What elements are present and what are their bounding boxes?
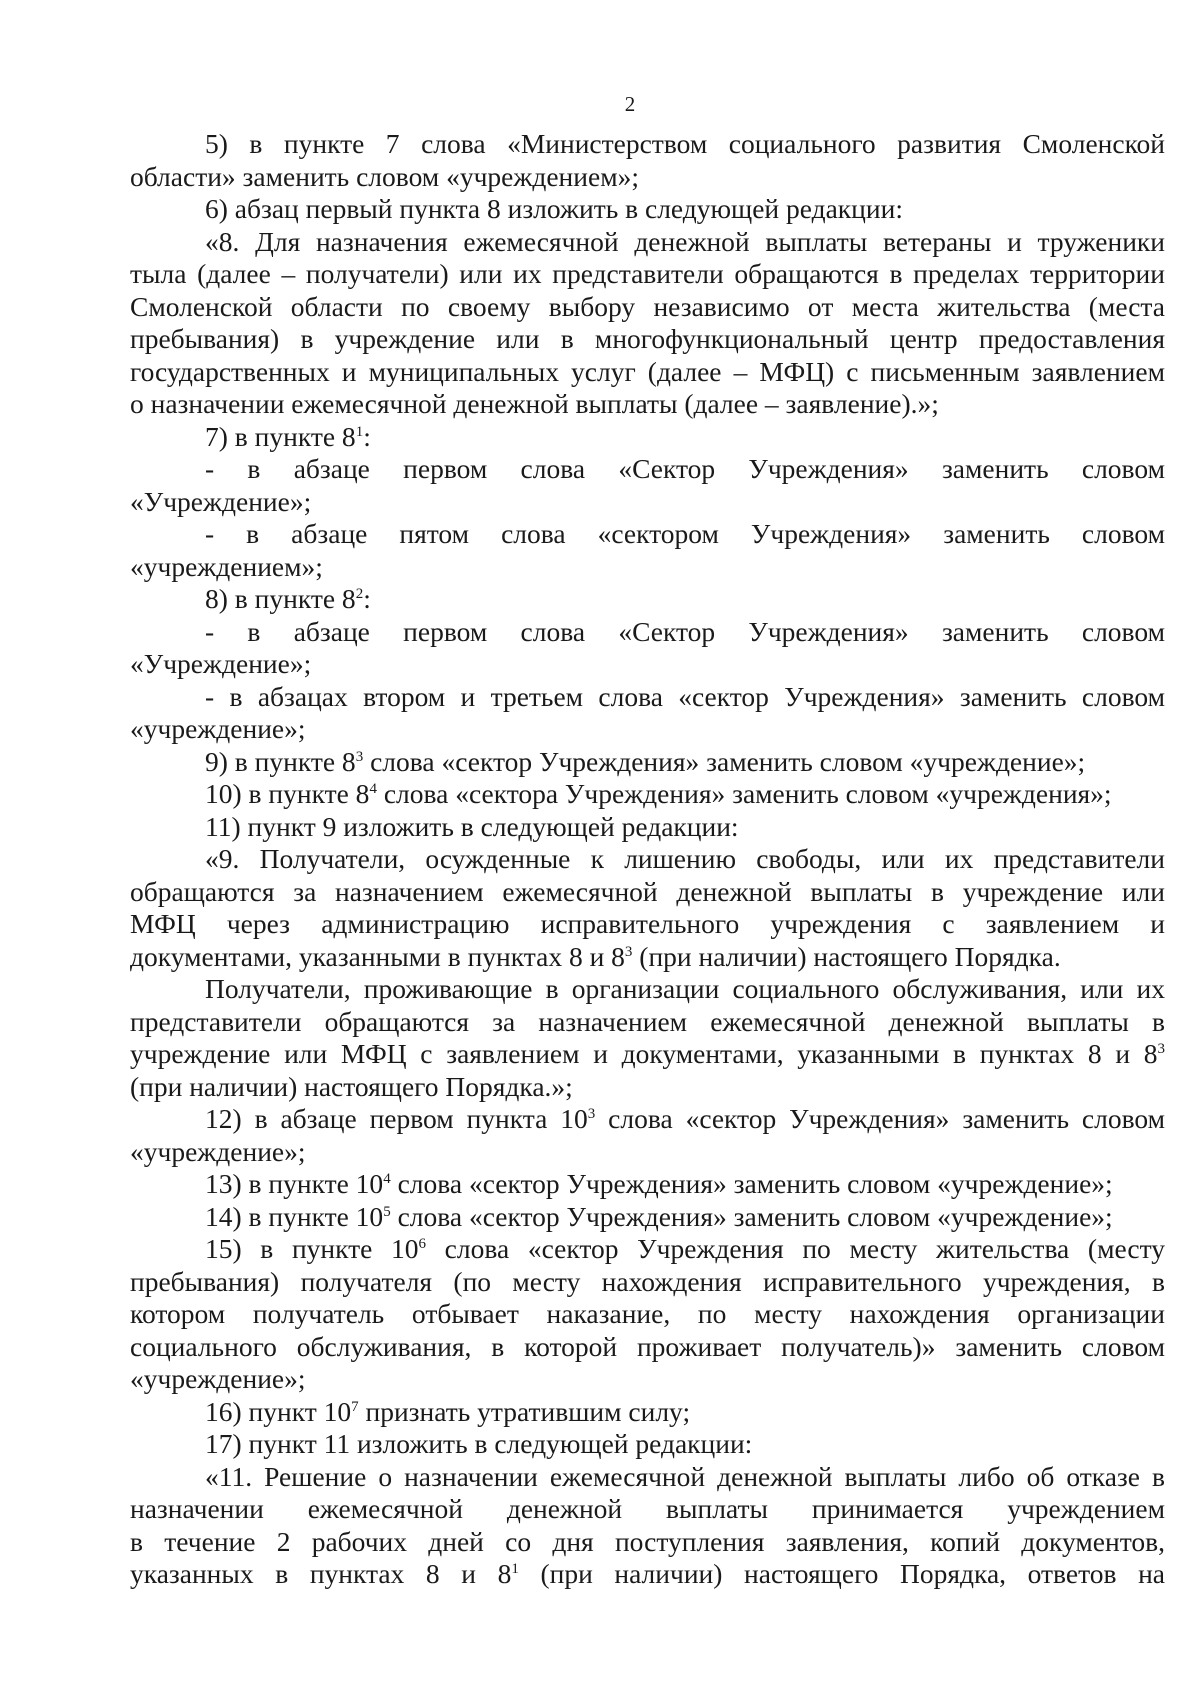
text-line xyxy=(130,941,1165,974)
line-text: «учреждением»; xyxy=(130,550,323,582)
line-text-continued: (при наличии) настоящего Порядка, ответов на xyxy=(518,1558,1165,1589)
text-line xyxy=(130,1233,1165,1266)
line-text: 15) в пункте 10 xyxy=(205,1233,419,1264)
line-text-continued: (при наличии) настоящего Порядка. xyxy=(632,940,1061,972)
text-line xyxy=(130,681,1165,714)
line-text: «учреждение»; xyxy=(130,1363,306,1394)
line-text: - в абзаце пятом слова «сектором Учреждения» заменить словом xyxy=(205,518,1165,549)
text-line xyxy=(130,291,1165,324)
line-text: о назначении ежемесячной денежной выплаты (далее – заявление).»; xyxy=(130,388,939,419)
line-text-continued: : xyxy=(363,583,371,614)
line-text: тыла (далее – получатели) или их представители обращаются в пределах территории xyxy=(130,258,1165,289)
line-text: представители обращаются за назначением ежемесячной денежной выплаты в xyxy=(130,1005,1165,1037)
line-text: социального обслуживания, в которой проживает получатель)» заменить словом xyxy=(130,1330,1165,1362)
line-text: - в абзацах втором и третьем слова «сектор Учреждения» заменить словом xyxy=(205,680,1165,712)
line-text: учреждение или МФЦ с заявлением и документами, указанными в пунктах 8 и 8 xyxy=(130,1038,1158,1069)
page-number: 2 xyxy=(624,92,636,116)
text-line xyxy=(130,1266,1165,1299)
line-text: «учреждение»; xyxy=(130,713,306,744)
text-line xyxy=(130,1006,1165,1039)
text-line xyxy=(130,713,1165,746)
line-text: 8) в пункте 8 xyxy=(205,583,356,614)
superscript-index: 2 xyxy=(355,586,364,602)
line-text: 5) в пункте 7 слова «Министерством социального развития Смоленской xyxy=(205,128,1165,159)
text-line xyxy=(130,616,1165,649)
line-text: государственных и муниципальных услуг (далее – МФЦ) с письменным заявлением xyxy=(130,355,1165,387)
line-text: «9. Получатели, осужденные к лишению свободы, или их представители xyxy=(205,843,1165,874)
line-text: «11. Решение о назначении ежемесячной денежной выплаты либо об отказе в xyxy=(205,1460,1165,1492)
text-line xyxy=(130,1331,1165,1364)
line-text-continued: слова «сектор Учреждения» заменить словом «учреждение»; xyxy=(390,1168,1113,1199)
text-line xyxy=(130,648,1165,681)
line-text-continued: слова «сектор Учреждения» заменить словом «учреждение»; xyxy=(363,745,1086,777)
text-line xyxy=(130,453,1165,486)
line-text-continued: : xyxy=(363,420,371,452)
superscript-index: 3 xyxy=(624,943,633,960)
line-text-continued: слова «сектор Учреждения по месту жительства (месту xyxy=(426,1233,1165,1264)
text-line xyxy=(130,356,1165,389)
line-text: указанных в пунктах 8 и 8 xyxy=(130,1558,512,1589)
text-line xyxy=(130,973,1165,1006)
line-text: Получатели, проживающие в организации социального обслуживания, или их xyxy=(205,973,1165,1004)
line-text: 12) в абзаце первом пункта 10 xyxy=(205,1103,588,1134)
text-line xyxy=(130,258,1165,291)
text-line xyxy=(130,1428,1165,1461)
text-line xyxy=(130,551,1165,584)
document-body xyxy=(130,128,1165,1591)
text-line xyxy=(130,486,1165,519)
line-text: пребывания) в учреждение или в многофункциональный центр предоставления xyxy=(130,323,1165,354)
line-text: 14) в пункте 10 xyxy=(205,1200,384,1232)
text-line xyxy=(130,226,1165,259)
line-text-continued: слова «сектора Учреждения» заменить словом «учреждения»; xyxy=(376,778,1112,809)
text-line xyxy=(130,1526,1165,1559)
text-line xyxy=(130,811,1165,844)
superscript-index: 7 xyxy=(351,1398,359,1415)
line-text: «Учреждение»; xyxy=(130,485,312,517)
text-line xyxy=(130,1103,1165,1136)
text-line xyxy=(130,908,1165,941)
text-line xyxy=(130,1038,1165,1071)
line-text: 17) пункт 11 изложить в следующей редакции: xyxy=(205,1428,753,1459)
line-text: 6) абзац первый пункта 8 изложить в следующей редакции: xyxy=(205,193,903,224)
line-text: документами, указанными в пунктах 8 и 8 xyxy=(130,940,625,972)
text-line xyxy=(130,843,1165,876)
document-page xyxy=(130,84,1165,1591)
superscript-index: 3 xyxy=(355,748,364,765)
line-text: в течение 2 рабочих дней со дня поступления заявления, копий документов, xyxy=(130,1525,1165,1557)
text-line xyxy=(130,746,1165,779)
line-text: 16) пункт 10 xyxy=(205,1395,352,1427)
line-text: «8. Для назначения ежемесячной денежной выплаты ветераны и труженики xyxy=(205,225,1165,257)
text-line xyxy=(130,1071,1165,1104)
superscript-index: 3 xyxy=(587,1106,596,1122)
line-text: обращаются за назначением ежемесячной денежной выплаты в учреждение или xyxy=(130,875,1165,907)
text-line xyxy=(130,128,1165,161)
text-line xyxy=(130,1363,1165,1396)
text-line xyxy=(130,193,1165,226)
line-text: (при наличии) настоящего Порядка.»; xyxy=(130,1070,573,1102)
superscript-index: 3 xyxy=(1157,1041,1165,1057)
text-line xyxy=(130,1201,1165,1234)
line-text: 10) в пункте 8 xyxy=(205,778,370,809)
superscript-index: 1 xyxy=(511,1561,519,1577)
text-line xyxy=(130,583,1165,616)
line-text: области» заменить словом «учреждением»; xyxy=(130,160,639,192)
text-line xyxy=(130,161,1165,194)
text-line xyxy=(130,1168,1165,1201)
superscript-index: 6 xyxy=(418,1236,427,1252)
line-text: МФЦ через администрацию исправительного учреждения с заявлением и xyxy=(130,908,1165,939)
text-line xyxy=(130,1298,1165,1331)
text-line xyxy=(130,518,1165,551)
line-text: Смоленской области по своему выбору независимо от места жительства (места xyxy=(130,290,1165,322)
text-line xyxy=(130,1461,1165,1494)
line-text-continued: признать утратившим силу; xyxy=(358,1395,691,1427)
text-line xyxy=(130,1493,1165,1526)
line-text: - в абзаце первом слова «Сектор Учреждения» заменить словом xyxy=(205,453,1165,484)
line-text: «учреждение»; xyxy=(130,1135,306,1167)
text-line xyxy=(130,1396,1165,1429)
line-text: пребывания) получателя (по месту нахождения исправительного учреждения, в xyxy=(130,1265,1165,1297)
superscript-index: 5 xyxy=(383,1203,391,1220)
line-text: 9) в пункте 8 xyxy=(205,745,356,777)
line-text: котором получатель отбывает наказание, по месту нахождения организации xyxy=(130,1298,1165,1329)
text-line xyxy=(130,323,1165,356)
text-line xyxy=(130,1136,1165,1169)
superscript-index: 4 xyxy=(369,781,377,797)
line-text: назначении ежемесячной денежной выплаты принимается учреждением xyxy=(130,1493,1165,1524)
line-text: 11) пункт 9 изложить в следующей редакции: xyxy=(205,810,739,842)
line-text: 7) в пункте 8 xyxy=(205,420,356,452)
line-text: 13) в пункте 10 xyxy=(205,1168,384,1199)
text-line xyxy=(130,388,1165,421)
text-line xyxy=(130,421,1165,454)
line-text-continued: слова «сектор Учреждения» заменить словом xyxy=(595,1103,1166,1134)
superscript-index: 4 xyxy=(383,1171,391,1187)
text-line xyxy=(130,778,1165,811)
text-line xyxy=(130,1558,1165,1591)
line-text: - в абзаце первом слова «Сектор Учреждения» заменить словом xyxy=(205,615,1165,647)
line-text-continued: слова «сектор Учреждения» заменить словом «учреждение»; xyxy=(390,1200,1113,1232)
text-line xyxy=(130,876,1165,909)
line-text: «Учреждение»; xyxy=(130,648,312,679)
superscript-index: 1 xyxy=(355,423,364,440)
